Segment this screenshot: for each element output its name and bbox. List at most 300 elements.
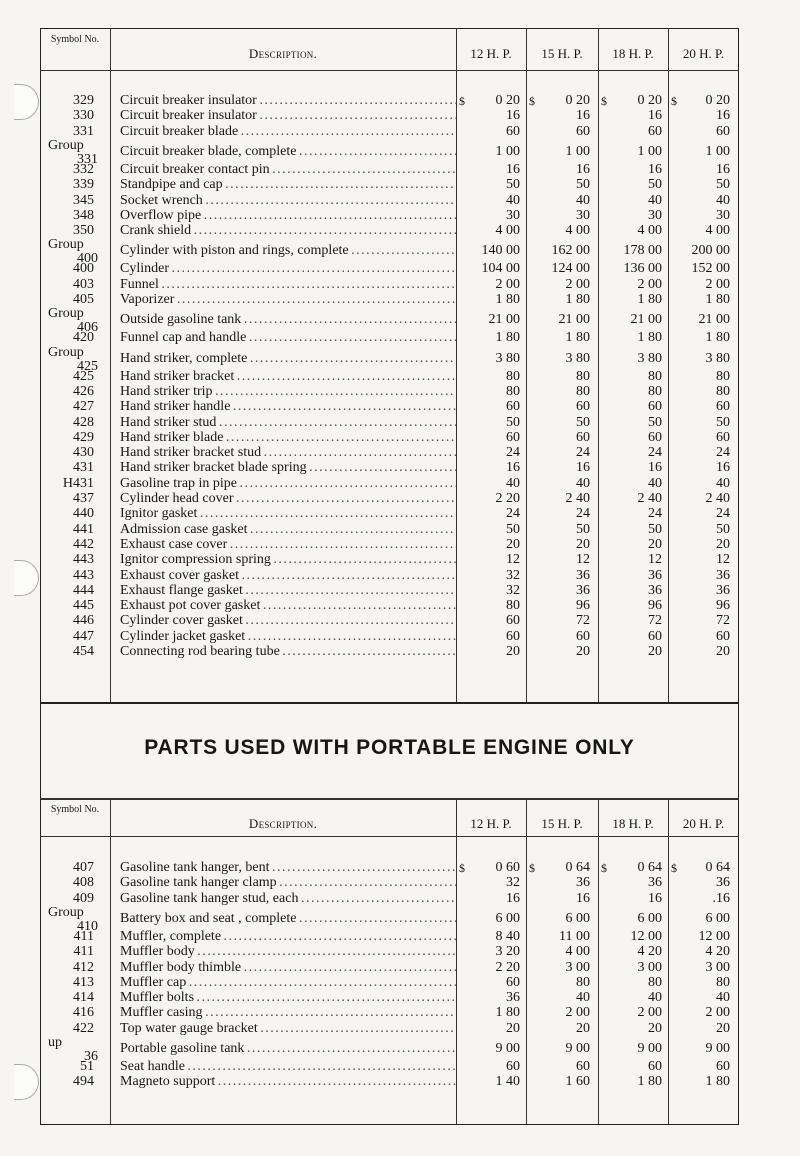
table-row bbox=[40, 960, 739, 975]
part-description: Circuit breaker insulator . . . bbox=[120, 93, 456, 108]
price-cell: 60 bbox=[716, 399, 730, 415]
part-description: Muffler cap . . . bbox=[120, 975, 456, 990]
price-cell: 21 00 bbox=[558, 312, 590, 328]
price-cell: 2 00 bbox=[705, 276, 730, 292]
price-cell: 1 00 bbox=[495, 143, 520, 159]
part-description: Muffler, complete . . . bbox=[120, 929, 456, 944]
price-cell: 16 bbox=[506, 108, 520, 124]
table-row bbox=[40, 522, 739, 537]
price-cell: 80 bbox=[716, 974, 730, 990]
symbol-number: 431 bbox=[73, 460, 94, 476]
price-cell: 80 bbox=[506, 368, 520, 384]
price-cell: 20 bbox=[716, 1020, 730, 1036]
price-cell: 60 bbox=[576, 429, 590, 445]
price-cell: 11 00 bbox=[559, 928, 590, 944]
price-cell: 2 00 bbox=[565, 1005, 590, 1021]
part-description: Cylinder . . . bbox=[120, 261, 456, 276]
price-cell: 21 00 bbox=[630, 312, 662, 328]
price-cell: 80 bbox=[648, 368, 662, 384]
price-cell: 6 00 bbox=[495, 910, 520, 926]
price-cell: 50 bbox=[648, 414, 662, 430]
price-cell: 96 bbox=[716, 598, 730, 614]
symbol-number: up 36 bbox=[48, 1035, 98, 1064]
dollar-sign: $ bbox=[459, 94, 465, 108]
price-cell: 60 bbox=[576, 399, 590, 415]
table-row bbox=[40, 460, 739, 475]
symbol-number: 445 bbox=[73, 598, 94, 614]
symbol-number: 428 bbox=[73, 414, 94, 430]
price-cell: 21 00 bbox=[488, 312, 520, 328]
part-description: Cylinder jacket gasket . . . bbox=[120, 629, 456, 644]
price-cell: 1 80 bbox=[637, 330, 662, 346]
price-cell: 24 bbox=[716, 445, 730, 461]
price-cell: 60 bbox=[506, 429, 520, 445]
price-cell: 36 bbox=[576, 582, 590, 598]
part-description: Seat handle . . . bbox=[120, 1059, 456, 1074]
section-divider bbox=[40, 702, 739, 704]
table-row bbox=[40, 975, 739, 990]
price-cell: 16 bbox=[648, 161, 662, 177]
symbol-number: 446 bbox=[73, 613, 94, 629]
price-cell: 20 bbox=[506, 536, 520, 552]
price-cell: 162 00 bbox=[551, 243, 590, 259]
table-row bbox=[40, 162, 739, 177]
symbol-number: 409 bbox=[73, 890, 94, 906]
price-cell: 1 80 bbox=[495, 292, 520, 307]
hp-column-header: 12 H. P. bbox=[470, 46, 512, 61]
price-cell: 136 00 bbox=[623, 261, 662, 277]
price-cell: 40 bbox=[648, 990, 662, 1006]
price-cell: 1 80 bbox=[705, 1074, 730, 1090]
price-cell: 16 bbox=[648, 108, 662, 124]
symbol-number: 345 bbox=[73, 192, 94, 208]
price-cell: 24 bbox=[716, 506, 730, 522]
part-description: Admission case gasket . . . bbox=[120, 522, 456, 537]
part-description: Muffler bolts . . . bbox=[120, 990, 456, 1005]
price-cell: 40 bbox=[716, 192, 730, 208]
symbol-number: Group 331 bbox=[48, 137, 98, 167]
price-cell: 1 80 bbox=[705, 292, 730, 307]
symbol-number: 429 bbox=[73, 429, 94, 445]
part-description: Funnel cap and handle . . . bbox=[120, 330, 456, 345]
symbol-number: 442 bbox=[73, 536, 94, 552]
symbol-number: 443 bbox=[73, 567, 94, 583]
price-cell: 32 bbox=[506, 875, 520, 891]
price-cell: 1 80 bbox=[495, 1005, 520, 1021]
table-row bbox=[40, 644, 739, 659]
symbol-number: 51 bbox=[80, 1059, 94, 1074]
price-cell: 36 bbox=[648, 582, 662, 598]
price-cell: 36 bbox=[716, 875, 730, 891]
price-cell: 140 00 bbox=[481, 243, 520, 259]
part-description: Gasoline tank hanger clamp . . . bbox=[120, 875, 456, 890]
symbol-number: 403 bbox=[73, 276, 94, 292]
price-cell: 36 bbox=[716, 567, 730, 583]
table-row bbox=[40, 330, 739, 345]
price-cell: 30 bbox=[648, 207, 662, 223]
price-cell: 12 00 bbox=[698, 928, 730, 944]
part-description: Portable gasoline tank . . . bbox=[120, 1041, 456, 1056]
part-description: Cylinder cover gasket . . . bbox=[120, 613, 456, 628]
price-cell: 3 00 bbox=[565, 959, 590, 975]
price-cell: 6 00 bbox=[565, 910, 590, 926]
price-cell: 36 bbox=[648, 875, 662, 891]
price-cell: 36 bbox=[576, 875, 590, 891]
table-row bbox=[40, 124, 739, 139]
price-cell: 12 00 bbox=[630, 928, 662, 944]
price-cell: 16 bbox=[576, 890, 590, 906]
symbol-number: Group 400 bbox=[48, 237, 98, 267]
table-row bbox=[40, 904, 739, 934]
price-cell: 0 20 bbox=[565, 93, 590, 108]
price-cell: 4 20 bbox=[637, 944, 662, 960]
symbol-number: 348 bbox=[73, 207, 94, 223]
table-row bbox=[40, 137, 739, 167]
price-cell: 50 bbox=[576, 414, 590, 430]
symbol-number: 400 bbox=[73, 261, 94, 277]
price-cell: 50 bbox=[506, 521, 520, 537]
part-description: Battery box and seat , complete . . . bbox=[120, 911, 456, 926]
symbol-number: 443 bbox=[73, 552, 94, 568]
price-cell: 9 00 bbox=[495, 1041, 520, 1056]
part-description: Hand striker bracket . . . bbox=[120, 369, 456, 384]
part-description: Exhaust flange gasket . . . bbox=[120, 583, 456, 598]
symbol-number: 437 bbox=[73, 491, 94, 506]
part-description: Outside gasoline tank . . . bbox=[120, 312, 456, 327]
table-row bbox=[40, 552, 739, 567]
symbol-number: 408 bbox=[73, 875, 94, 891]
symbol-number: 447 bbox=[73, 628, 94, 644]
symbol-number: Group 425 bbox=[48, 344, 98, 374]
price-cell: 60 bbox=[716, 628, 730, 644]
price-cell: 96 bbox=[648, 598, 662, 614]
hp-column-header: 18 H. P. bbox=[612, 816, 654, 831]
table-row bbox=[40, 369, 739, 384]
price-cell: 4 00 bbox=[637, 223, 662, 239]
price-cell: 8 40 bbox=[495, 928, 520, 944]
dollar-sign: $ bbox=[529, 861, 535, 875]
price-cell: 36 bbox=[576, 567, 590, 583]
part-description: Cylinder with piston and rings, complete . . . bbox=[120, 243, 456, 258]
price-cell: 50 bbox=[648, 521, 662, 537]
price-cell: 40 bbox=[716, 475, 730, 491]
price-cell: 6 00 bbox=[705, 910, 730, 926]
price-cell: 2 40 bbox=[637, 491, 662, 506]
price-cell: 60 bbox=[576, 123, 590, 139]
symbol-number: 330 bbox=[73, 108, 94, 124]
part-description: Socket wrench . . . bbox=[120, 193, 456, 208]
price-cell: 1 80 bbox=[637, 1074, 662, 1090]
table-row bbox=[40, 1035, 739, 1064]
part-description: Hand striker trip . . . bbox=[120, 384, 456, 399]
part-description: Vaporizer . . . bbox=[120, 292, 456, 307]
price-cell: 60 bbox=[716, 123, 730, 139]
price-cell: 80 bbox=[716, 368, 730, 384]
price-cell: 40 bbox=[506, 192, 520, 208]
part-description: Muffler body thimble . . . bbox=[120, 960, 456, 975]
symbol-number: 332 bbox=[73, 161, 94, 177]
price-cell: 2 20 bbox=[495, 491, 520, 506]
price-cell: 3 80 bbox=[565, 350, 590, 366]
price-cell: 60 bbox=[506, 123, 520, 139]
price-cell: 2 00 bbox=[565, 276, 590, 292]
part-description: Cylinder head cover . . . bbox=[120, 491, 456, 506]
price-cell: 24 bbox=[576, 506, 590, 522]
price-cell: 60 bbox=[648, 123, 662, 139]
table-row bbox=[40, 568, 739, 583]
price-cell: 20 bbox=[648, 644, 662, 659]
table-row bbox=[40, 629, 739, 644]
symbol-number: 350 bbox=[73, 223, 94, 239]
price-cell: 40 bbox=[506, 475, 520, 491]
symbol-number: 427 bbox=[73, 399, 94, 415]
price-cell: 9 00 bbox=[705, 1041, 730, 1056]
price-cell: 24 bbox=[648, 506, 662, 522]
punch-hole-3 bbox=[14, 1064, 39, 1100]
part-description: Exhaust pot cover gasket . . . bbox=[120, 598, 456, 613]
part-description: Crank shield . . . bbox=[120, 223, 456, 238]
part-description: Connecting rod bearing tube . . . bbox=[120, 644, 456, 659]
part-description: Hand striker, complete . . . bbox=[120, 351, 456, 366]
part-description: Muffler body . . . bbox=[120, 944, 456, 959]
hp-column-header: 20 H. P. bbox=[682, 46, 725, 61]
table-row bbox=[40, 108, 739, 123]
dollar-sign: $ bbox=[601, 861, 607, 875]
price-cell: 16 bbox=[716, 108, 730, 124]
part-description: Magneto support . . . bbox=[120, 1074, 456, 1089]
price-cell: 60 bbox=[648, 1059, 662, 1074]
price-cell: 30 bbox=[716, 207, 730, 223]
price-cell: 80 bbox=[506, 383, 520, 399]
symbol-number: H431 bbox=[62, 475, 94, 491]
dollar-sign: $ bbox=[671, 94, 677, 108]
price-cell: 1 80 bbox=[637, 292, 662, 307]
symbol-number: 411 bbox=[73, 944, 94, 960]
price-cell: 30 bbox=[506, 207, 520, 223]
table-row bbox=[40, 613, 739, 628]
part-description: Funnel . . . bbox=[120, 277, 456, 292]
price-cell: 4 00 bbox=[565, 944, 590, 960]
table-row bbox=[40, 344, 739, 374]
part-description: Ignitor compression spring . . . bbox=[120, 552, 456, 567]
price-cell: 72 bbox=[648, 613, 662, 629]
section-top-rule bbox=[40, 798, 739, 800]
table-row bbox=[40, 860, 739, 875]
price-cell: 16 bbox=[576, 108, 590, 124]
price-cell: 9 00 bbox=[637, 1041, 662, 1056]
price-cell: 4 00 bbox=[565, 223, 590, 239]
price-cell: 60 bbox=[576, 1059, 590, 1074]
price-cell: 6 00 bbox=[637, 910, 662, 926]
symbol-number: 494 bbox=[73, 1074, 94, 1090]
table-row bbox=[40, 384, 739, 399]
table-row bbox=[40, 93, 739, 108]
price-cell: 0 64 bbox=[705, 860, 730, 875]
price-cell: 60 bbox=[576, 628, 590, 644]
price-cell: 200 00 bbox=[691, 243, 730, 259]
table-row bbox=[40, 277, 739, 292]
punch-hole-2 bbox=[14, 560, 39, 596]
price-cell: 3 20 bbox=[495, 944, 520, 960]
price-cell: 1 80 bbox=[565, 330, 590, 346]
table-row bbox=[40, 891, 739, 906]
table-row bbox=[40, 430, 739, 445]
price-cell: 16 bbox=[506, 890, 520, 906]
price-cell: 3 80 bbox=[495, 350, 520, 366]
price-cell: 0 64 bbox=[565, 860, 590, 875]
price-cell: 20 bbox=[506, 644, 520, 659]
symbol-number: 413 bbox=[73, 974, 94, 990]
price-cell: 0 20 bbox=[495, 93, 520, 108]
price-cell: 152 00 bbox=[691, 261, 730, 277]
price-cell: 80 bbox=[506, 598, 520, 614]
part-description: Hand striker bracket stud . . . bbox=[120, 445, 456, 460]
symbol-number: 331 bbox=[73, 123, 94, 139]
price-cell: 50 bbox=[506, 414, 520, 430]
price-cell: 80 bbox=[576, 383, 590, 399]
part-description: Circuit breaker contact pin . . . bbox=[120, 162, 456, 177]
price-cell: 16 bbox=[576, 161, 590, 177]
price-cell: 60 bbox=[506, 613, 520, 629]
price-cell: 30 bbox=[576, 207, 590, 223]
symbol-number: 425 bbox=[73, 368, 94, 384]
table-row bbox=[40, 990, 739, 1005]
price-cell: 1 40 bbox=[495, 1074, 520, 1090]
price-cell: 32 bbox=[506, 567, 520, 583]
price-cell: 24 bbox=[506, 506, 520, 522]
price-cell: 60 bbox=[648, 399, 662, 415]
part-description: Hand striker stud . . . bbox=[120, 415, 456, 430]
price-cell: 2 40 bbox=[705, 491, 730, 506]
symbol-number: 422 bbox=[73, 1020, 94, 1036]
part-description: Muffler casing . . . bbox=[120, 1005, 456, 1020]
price-cell: 50 bbox=[506, 177, 520, 193]
price-cell: 2 40 bbox=[565, 491, 590, 506]
price-cell: 12 bbox=[648, 552, 662, 568]
price-cell: 80 bbox=[648, 974, 662, 990]
part-description: Top water gauge bracket . . . bbox=[120, 1021, 456, 1036]
price-cell: 24 bbox=[648, 445, 662, 461]
symbol-number: 420 bbox=[73, 330, 94, 346]
price-cell: 4 00 bbox=[495, 223, 520, 239]
price-cell: 104 00 bbox=[481, 261, 520, 277]
price-cell: 16 bbox=[716, 161, 730, 177]
price-cell: 16 bbox=[648, 890, 662, 906]
dollar-sign: $ bbox=[671, 861, 677, 875]
table-row bbox=[40, 193, 739, 208]
price-cell: 20 bbox=[576, 536, 590, 552]
price-cell: 3 80 bbox=[705, 350, 730, 366]
symbol-header: Symbol No. bbox=[50, 804, 100, 815]
price-cell: 12 bbox=[576, 552, 590, 568]
symbol-number: 454 bbox=[73, 644, 94, 659]
hp-column-header: 20 H. P. bbox=[682, 816, 725, 831]
price-cell: 80 bbox=[576, 974, 590, 990]
hp-column-header: 12 H. P. bbox=[470, 816, 512, 831]
price-cell: 32 bbox=[506, 582, 520, 598]
price-cell: 20 bbox=[716, 536, 730, 552]
part-description: Circuit breaker blade . . . bbox=[120, 124, 456, 139]
price-cell: 80 bbox=[576, 368, 590, 384]
hp-column-header: 15 H. P. bbox=[541, 46, 583, 61]
price-cell: 16 bbox=[648, 460, 662, 476]
part-description: Gasoline tank hanger stud, each . . . bbox=[120, 891, 456, 906]
table-row bbox=[40, 208, 739, 223]
price-cell: 3 80 bbox=[637, 350, 662, 366]
price-cell: 20 bbox=[576, 1020, 590, 1036]
price-cell: 16 bbox=[576, 460, 590, 476]
price-cell: 1 80 bbox=[705, 330, 730, 346]
symbol-number: Group 406 bbox=[48, 306, 98, 336]
table-row bbox=[40, 306, 739, 336]
price-cell: 1 80 bbox=[565, 292, 590, 307]
price-cell: 20 bbox=[648, 536, 662, 552]
hp-column-header: 18 H. P. bbox=[612, 46, 654, 61]
symbol-number: 441 bbox=[73, 521, 94, 537]
dollar-sign: $ bbox=[459, 861, 465, 875]
symbol-number: 440 bbox=[73, 506, 94, 522]
price-cell: 124 00 bbox=[551, 261, 590, 277]
header-rule bbox=[40, 836, 739, 837]
price-cell: 1 00 bbox=[705, 143, 730, 159]
part-description: Hand striker handle . . . bbox=[120, 399, 456, 414]
hp-column-header: 15 H. P. bbox=[541, 816, 583, 831]
symbol-number: 430 bbox=[73, 445, 94, 461]
price-cell: .16 bbox=[712, 890, 730, 906]
punch-hole-1 bbox=[14, 84, 39, 120]
table-row bbox=[40, 875, 739, 890]
table-row bbox=[40, 506, 739, 521]
part-description: Exhaust case cover . . . bbox=[120, 537, 456, 552]
price-cell: 1 00 bbox=[637, 143, 662, 159]
table-row bbox=[40, 944, 739, 959]
price-cell: 9 00 bbox=[565, 1041, 590, 1056]
table-row bbox=[40, 223, 739, 238]
price-cell: 40 bbox=[576, 475, 590, 491]
price-cell: 60 bbox=[648, 628, 662, 644]
price-cell: 36 bbox=[648, 567, 662, 583]
price-cell: 60 bbox=[506, 399, 520, 415]
price-cell: 0 20 bbox=[637, 93, 662, 108]
table-row bbox=[40, 292, 739, 307]
price-cell: 12 bbox=[506, 552, 520, 568]
symbol-number: 416 bbox=[73, 1005, 94, 1021]
table-row bbox=[40, 399, 739, 414]
price-cell: 24 bbox=[506, 445, 520, 461]
price-cell: 50 bbox=[716, 414, 730, 430]
price-cell: 72 bbox=[576, 613, 590, 629]
price-cell: 3 00 bbox=[637, 959, 662, 975]
price-cell: 2 00 bbox=[705, 1005, 730, 1021]
price-cell: 50 bbox=[716, 521, 730, 537]
price-cell: 16 bbox=[506, 460, 520, 476]
price-cell: 80 bbox=[648, 383, 662, 399]
table-row bbox=[40, 476, 739, 491]
price-cell: 12 bbox=[716, 552, 730, 568]
description-header: Description. bbox=[248, 816, 318, 831]
part-description: Overflow pipe . . . bbox=[120, 208, 456, 223]
price-cell: 60 bbox=[648, 429, 662, 445]
table-row bbox=[40, 1005, 739, 1020]
price-cell: 0 20 bbox=[705, 93, 730, 108]
price-cell: 20 bbox=[576, 644, 590, 659]
part-description: Exhaust cover gasket . . . bbox=[120, 568, 456, 583]
description-header: Description. bbox=[248, 46, 318, 61]
price-cell: 60 bbox=[506, 628, 520, 644]
part-description: Circuit breaker insulator . . . bbox=[120, 108, 456, 123]
part-description: Standpipe and cap . . . bbox=[120, 177, 456, 192]
price-cell: 16 bbox=[506, 161, 520, 177]
